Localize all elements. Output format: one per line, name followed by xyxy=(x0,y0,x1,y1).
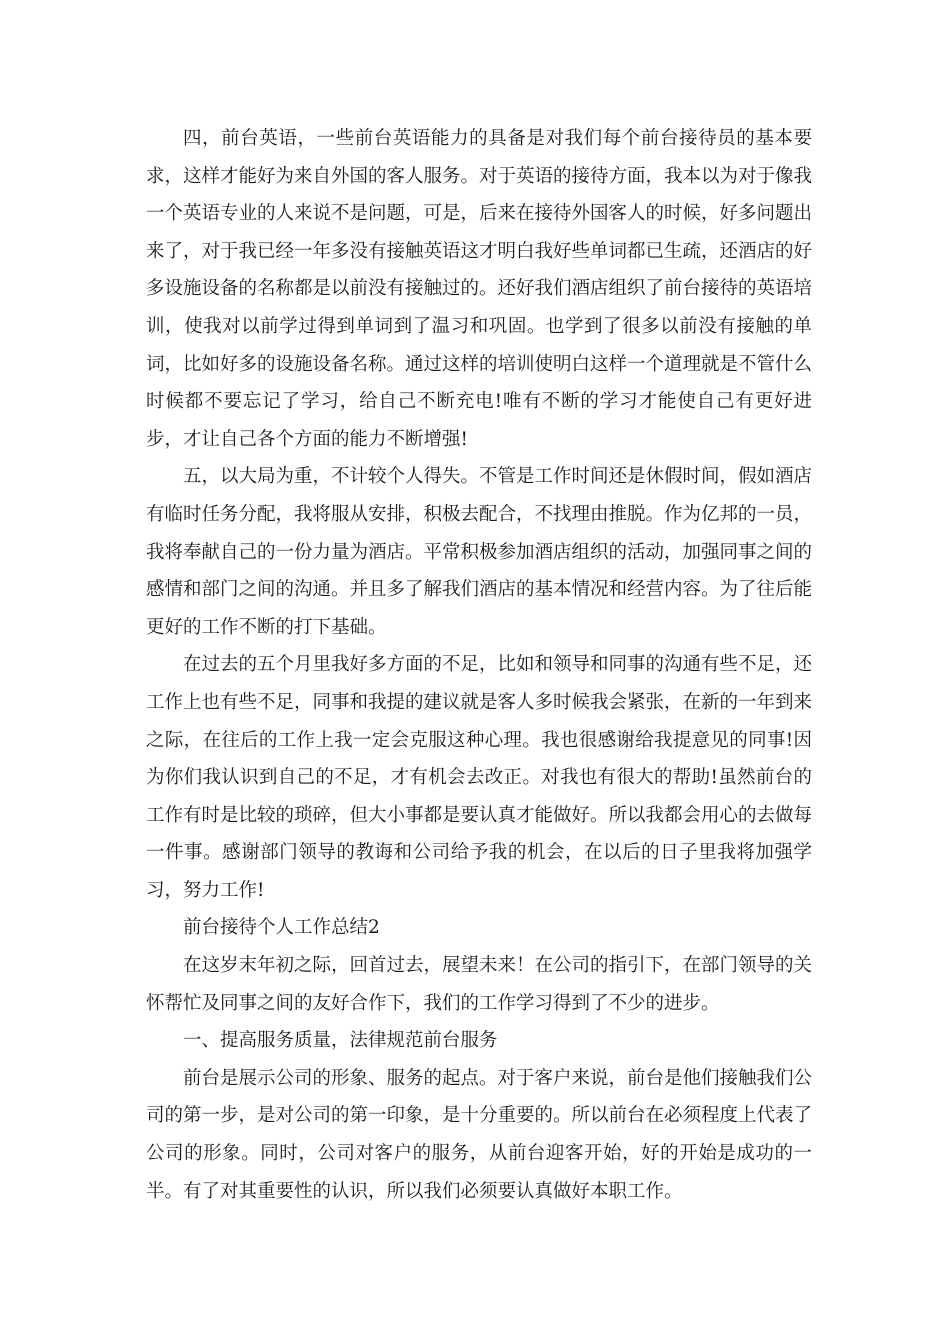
paragraph-shortcomings: 在过去的五个月里我好多方面的不足，比如和领导和同事的沟通有些不足，还工作上也有些不足，同事和我提的建议就是客人多时候我会紧张，在新的一年到来之际，在往后的工作上我一定会克服这种心理。我也很感谢给我提意见的同事!因为你们我认识到自己的不足，才有机会去改正。对我也有很大的帮助!虽然前台的工作有时是比较的琐碎，但大小事都是要认真才能做好。所以我都会用心的去做每一件事。感谢部门领导的教诲和公司给予我的机会，在以后的日子里我将加强学习，努力工作! xyxy=(146,654,813,901)
paragraph-front-desk-english: 四，前台英语，一些前台英语能力的具备是对我们每个前台接待员的基本要求，这样才能好为来自外国的客人服务。对于英语的接待方面，我本以为对于像我一个英语专业的人来说不是问题，可是，后来在接待外国客人的时候，好多问题出来了，对于我已经一年多没有接触英语这才明白我好些单词都已生疏，还酒店的好多设施设备的名称都是以前没有接触过的。还好我们酒店组织了前台接待的英语培训，使我对以前学过得到单词到了温习和巩固。也学到了很多以前没有接触的单词，比如好多的设施设备名称。通过这样的培训使明白这样一个道理就是不管什么时候都不要忘记了学习，给自己不断充电!唯有不断的学习才能使自己有更好进步，才让自己各个方面的能力不断增强! xyxy=(146,128,813,450)
document-body xyxy=(146,120,812,1210)
paragraph-overall-interest: 五，以大局为重，不计较个人得失。不管是工作时间还是休假时间，假如酒店有临时任务分配，我将服从安排，积极去配合，不找理由推脱。作为亿邦的一员，我将奉献自己的一份力量为酒店。平常积极参加酒店组织的活动，加强同事之间的感情和部门之间的沟通。并且多了解我们酒店的基本情况和经营内容。为了往后能更好的工作不断的打下基础。 xyxy=(146,466,813,638)
section-heading-service-quality: 一、提高服务质量，法律规范前台服务 xyxy=(183,1030,498,1052)
paragraph-year-end-review: 在这岁末年初之际，回首过去，展望未来！在公司的指引下，在部门领导的关怀帮忙及同事之间的友好合作下，我们的工作学习得到了不少的进步。 xyxy=(146,955,813,1014)
section-title-summary-2: 前台接待个人工作总结2 xyxy=(183,917,380,939)
paragraph-front-desk-image: 前台是展示公司的形象、服务的起点。对于客户来说，前台是他们接触我们公司的第一步，是对公司的第一印象，是十分重要的。所以前台在必须程度上代表了公司的形象。同时，公司对客户的服务，从前台迎客开始，好的开始是成功的一半。有了对其重要性的认识，所以我们必须要认真做好本职工作。 xyxy=(146,1067,813,1202)
